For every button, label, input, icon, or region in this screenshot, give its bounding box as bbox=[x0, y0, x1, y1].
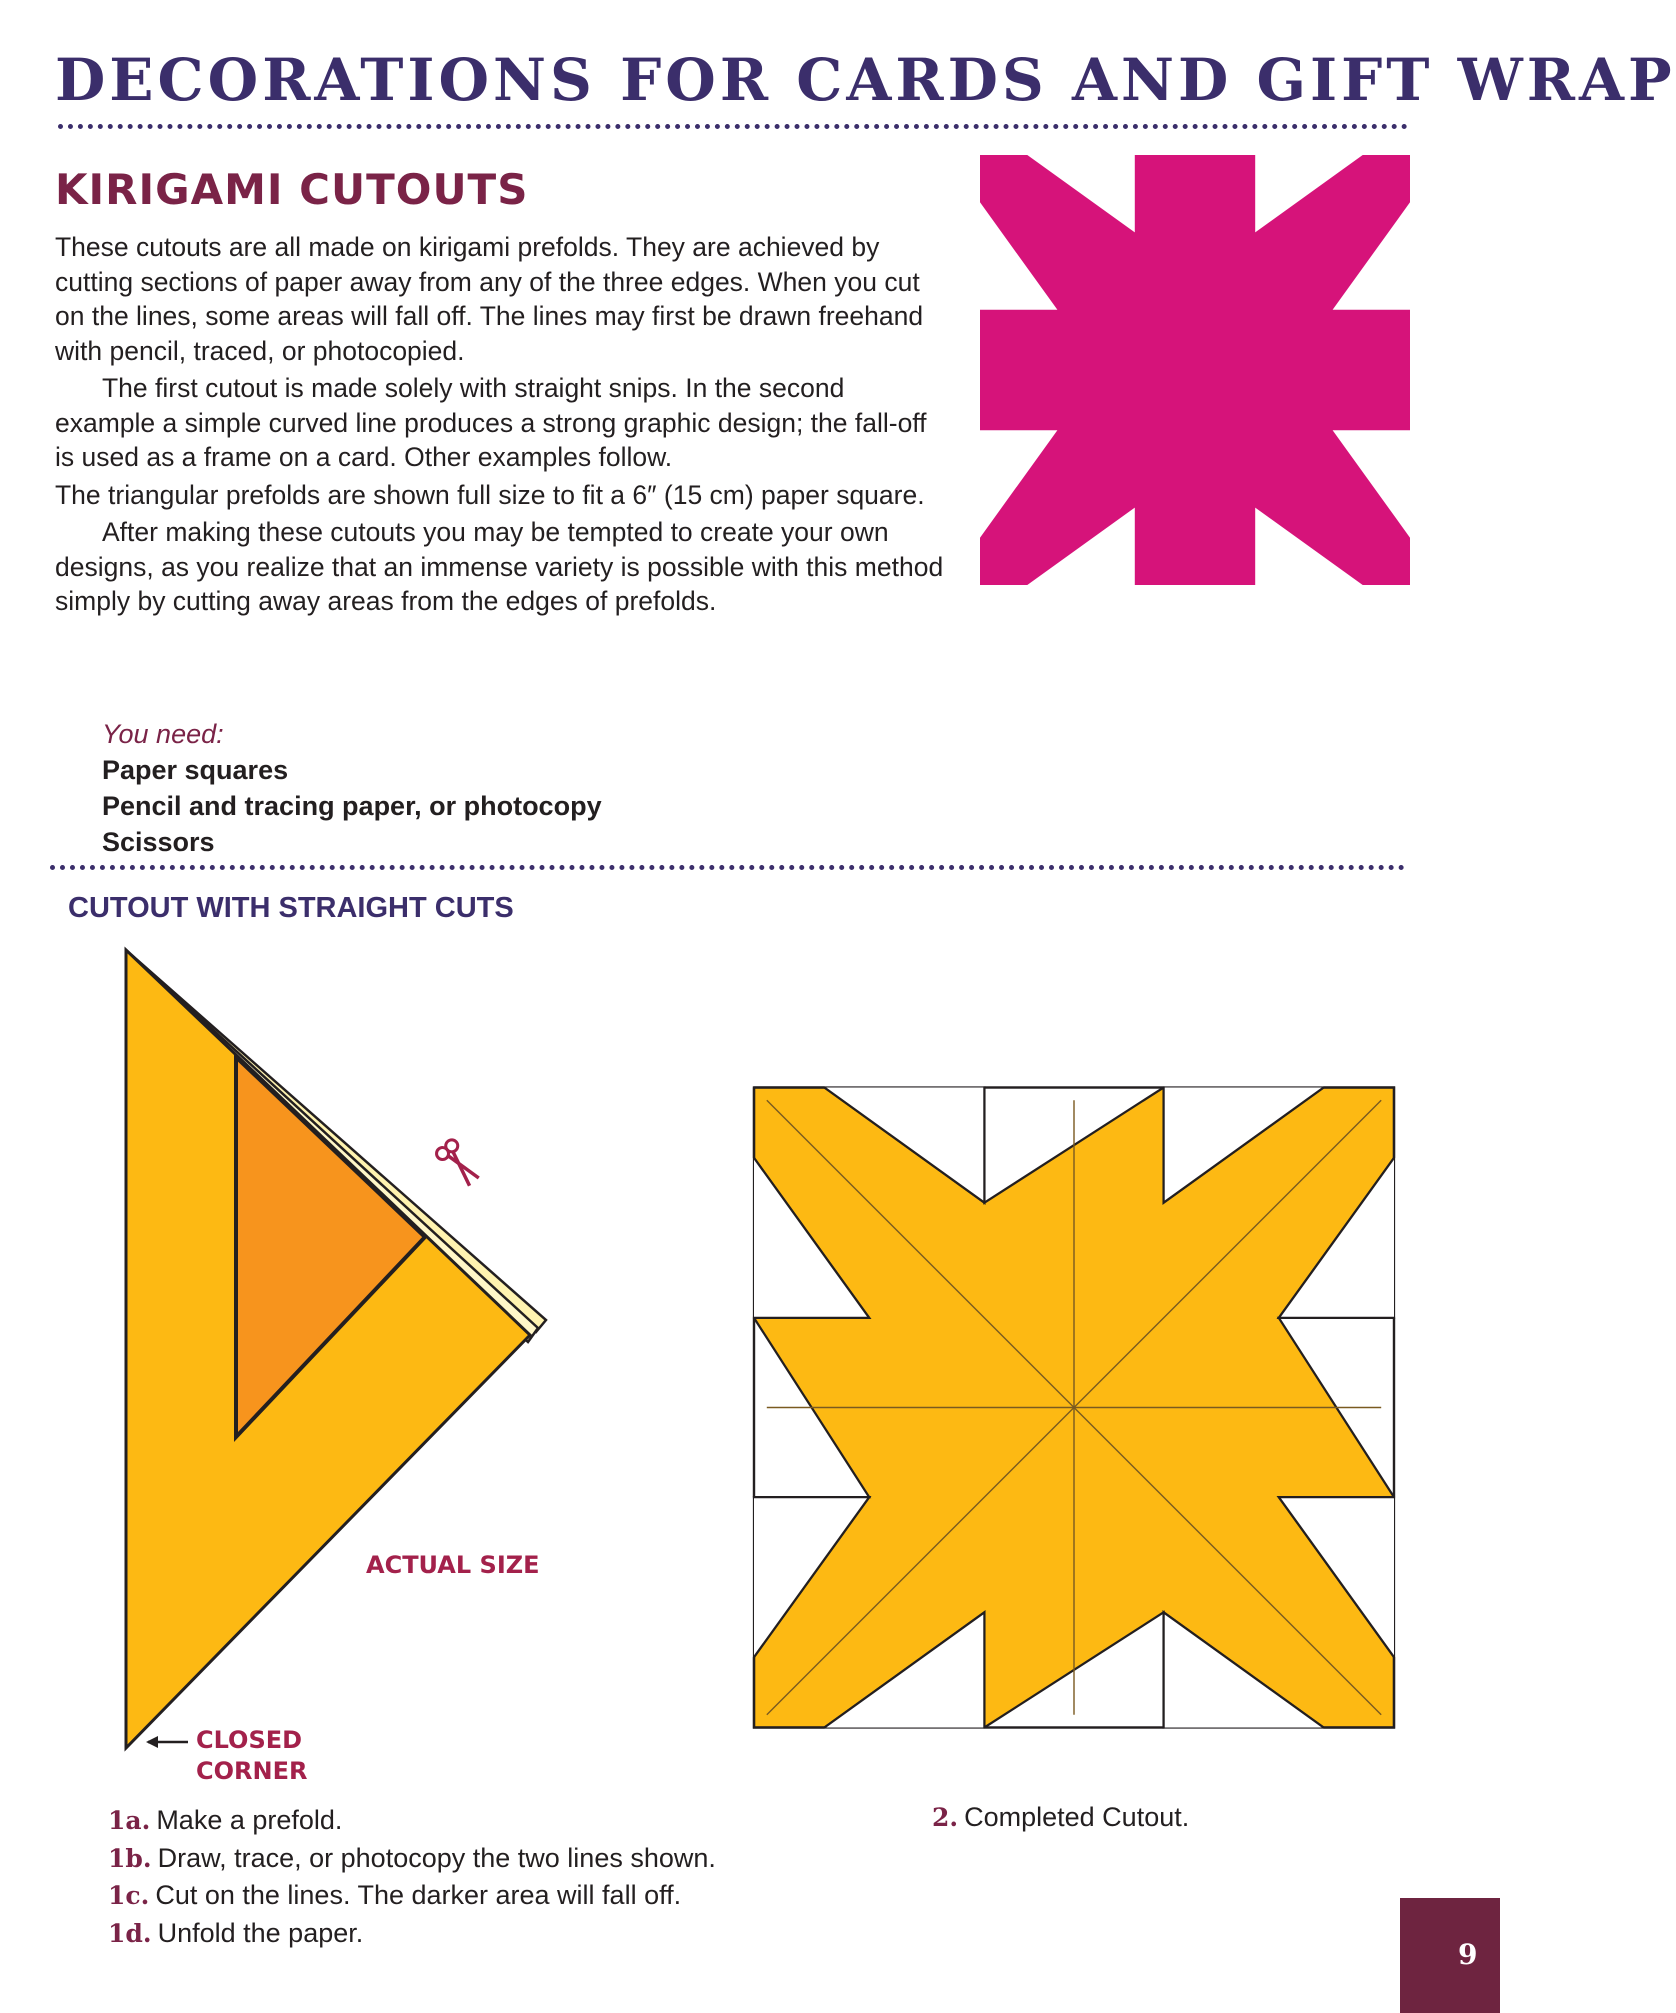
completed-cutout-diagram bbox=[754, 1085, 1394, 1730]
page-number: 9 bbox=[1458, 1938, 1478, 1971]
closed-corner-line-2: CORNER bbox=[196, 1757, 308, 1785]
intro-paragraph-2: The first cutout is made solely with straight snips. In the second example a simple curved line produces a strong graphic design; the fall-off is used as a frame on a card. Other examples follow. bbox=[55, 373, 927, 472]
step-item bbox=[108, 1915, 716, 1953]
magenta-cutout-shape bbox=[980, 155, 1410, 585]
intro-paragraph-1: These cutouts are all made on kirigami prefolds. They are achieved by cutting sections of paper away from any of the three edges. When you cut on the lines, some areas will fall off. The lines may first be drawn freehand with pencil, traced, or photocopied. bbox=[55, 232, 924, 366]
step-item bbox=[108, 1877, 716, 1915]
intro-paragraph-3: The triangular prefolds are shown full size to fit a 6″ (15 cm) paper square. bbox=[55, 479, 925, 510]
scissors-icon bbox=[434, 1137, 483, 1189]
fold-lines bbox=[767, 1100, 1381, 1714]
page-number-tab bbox=[1400, 1898, 1500, 2013]
step-item bbox=[108, 1840, 716, 1878]
page-title: DECORATIONS FOR CARDS AND GIFT WRAP bbox=[55, 46, 1676, 114]
prefold-front-triangle bbox=[126, 950, 530, 1748]
step-text: Unfold the paper. bbox=[157, 1917, 364, 1948]
completed-caption bbox=[932, 1799, 1189, 1836]
steps-list bbox=[108, 1802, 716, 1952]
section-heading: KIRIGAMI CUTOUTS bbox=[55, 165, 529, 214]
materials-list bbox=[102, 716, 602, 860]
intro-paragraph-4: After making these cutouts you may be tempted to create your own designs, as you realize that an immense variety is possible with this method simply by cutting away areas from the edges of prefolds. bbox=[55, 517, 944, 616]
intro-text bbox=[55, 230, 945, 622]
step-text: Draw, trace, or photocopy the two lines shown. bbox=[157, 1842, 716, 1873]
closed-corner-label bbox=[196, 1725, 307, 1787]
material-item: Scissors bbox=[102, 827, 215, 857]
closed-corner-line-1: CLOSED bbox=[196, 1726, 303, 1754]
step-number: 1a. bbox=[108, 1806, 151, 1835]
step-text: Make a prefold. bbox=[156, 1805, 343, 1835]
step-number: 1d. bbox=[108, 1918, 152, 1948]
completed-caption-text: Completed Cutout. bbox=[964, 1802, 1190, 1832]
prefold-diagram bbox=[110, 940, 580, 1760]
material-item: Pencil and tracing paper, or photocopy bbox=[102, 791, 602, 821]
step-text: Cut on the lines. The darker area will fall off. bbox=[155, 1880, 682, 1910]
step-item bbox=[108, 1802, 716, 1840]
project-heading: CUTOUT WITH STRAIGHT CUTS bbox=[68, 892, 514, 924]
materials-label: You need: bbox=[102, 719, 224, 749]
arrow-left-icon bbox=[146, 1736, 188, 1748]
actual-size-label: ACTUAL SIZE bbox=[366, 1551, 540, 1579]
step-number: 1c. bbox=[108, 1881, 150, 1910]
step-number: 1b. bbox=[108, 1843, 152, 1873]
step-number: 2. bbox=[932, 1803, 959, 1832]
section-divider bbox=[50, 865, 1405, 870]
title-divider bbox=[58, 124, 1408, 129]
material-item: Paper squares bbox=[102, 755, 289, 785]
magenta-cutout-image bbox=[980, 152, 1410, 588]
